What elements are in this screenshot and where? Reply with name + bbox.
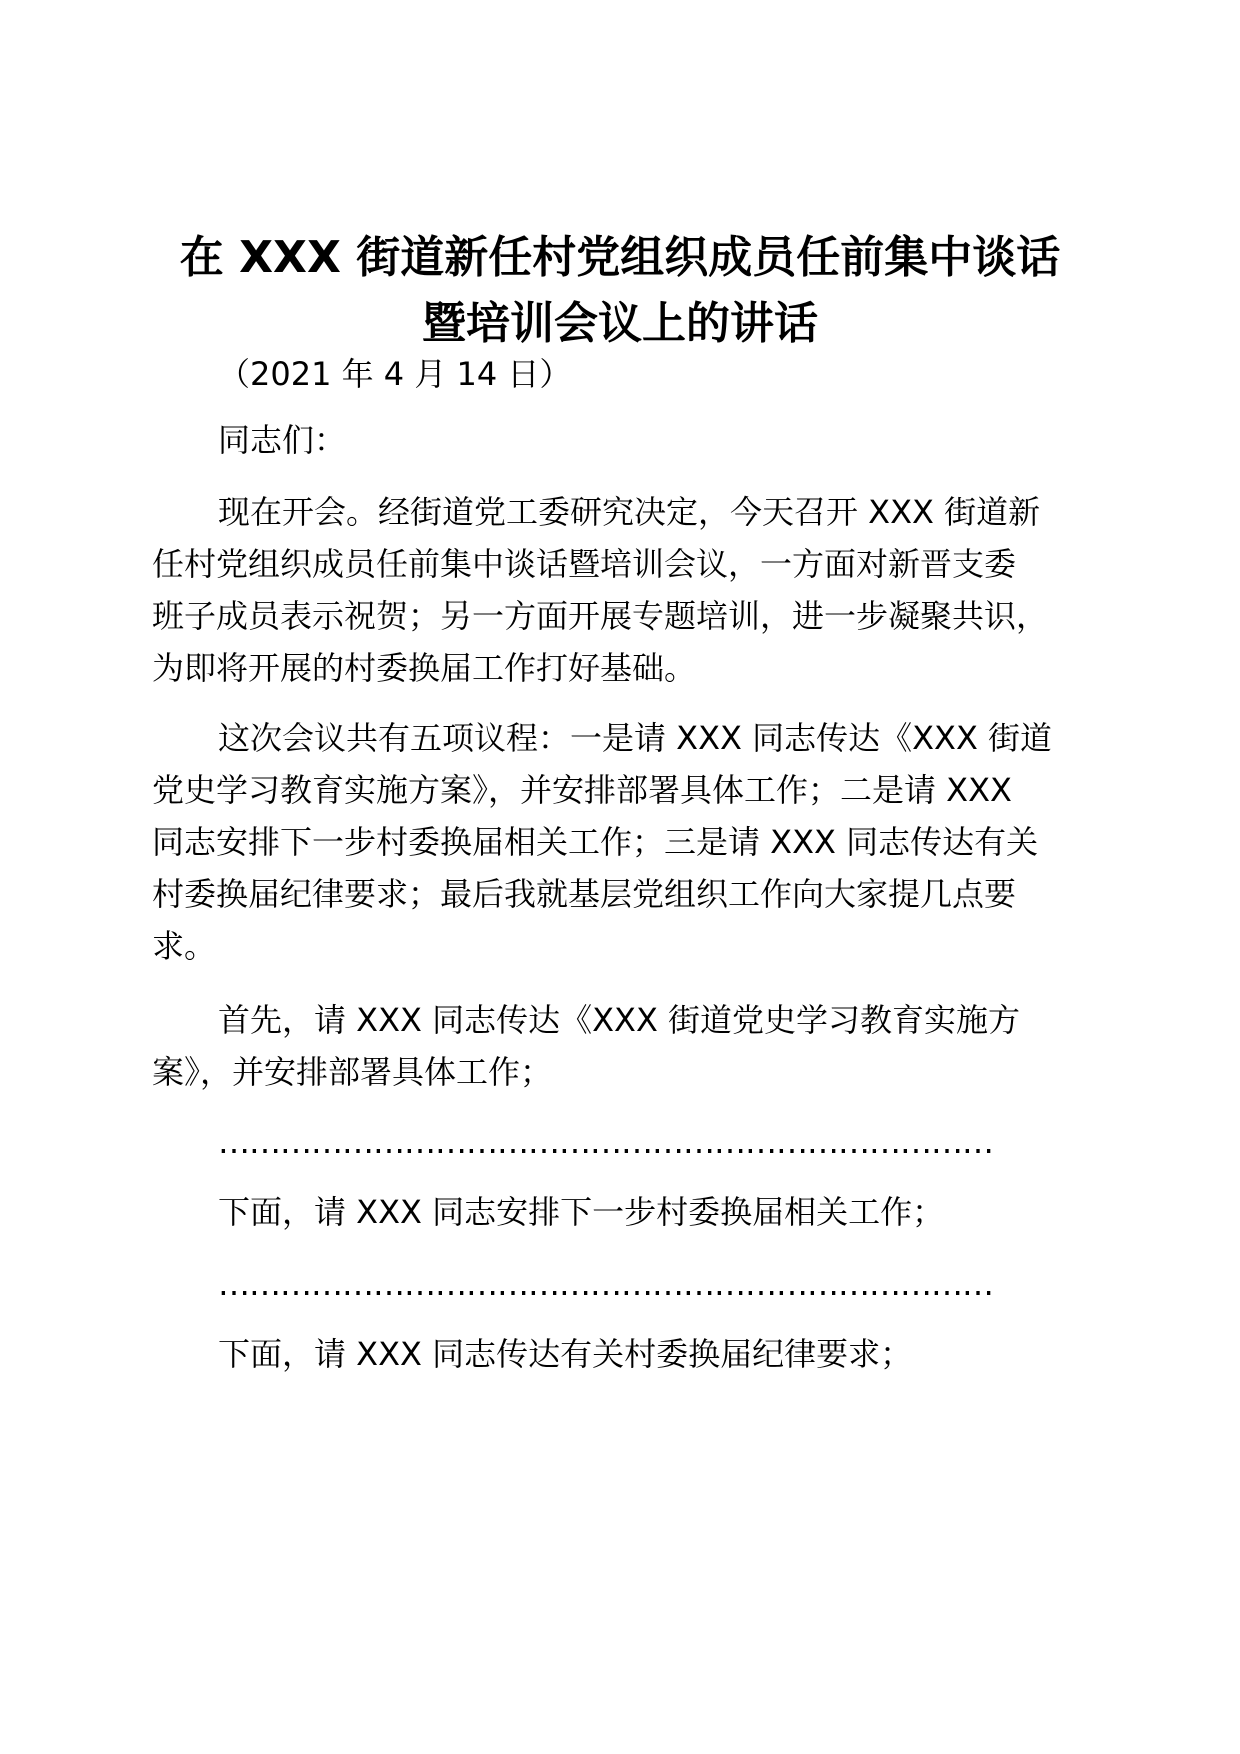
paragraph-1-line-3: 班子成员表示祝贺；另一方面开展专题培训，进一步凝聚共识， bbox=[152, 597, 1049, 635]
paragraph-2-line-2: 党史学习教育实施方案》，并安排部署具体工作；二是请 XXX bbox=[152, 771, 1012, 809]
ellipsis-separator-1: ………………………………………………………………… bbox=[218, 1123, 993, 1161]
salutation: 同志们： bbox=[218, 421, 347, 459]
paragraph-3-line-1: 首先，请 XXX 同志传达《XXX 街道党史学习教育实施方 bbox=[218, 1001, 1021, 1039]
paragraph-2-line-4: 村委换届纪律要求；最后我就基层党组织工作向大家提几点要 bbox=[152, 875, 1017, 913]
paragraph-4: 下面，请 XXX 同志安排下一步村委换届相关工作； bbox=[218, 1193, 945, 1231]
paragraph-5: 下面，请 XXX 同志传达有关村委换届纪律要求； bbox=[218, 1335, 913, 1373]
paragraph-2-line-5: 求。 bbox=[152, 927, 217, 965]
document-title-line-2: 暨培训会议上的讲话 bbox=[422, 298, 818, 349]
document-title-line-1: 在 XXX 街道新任村党组织成员任前集中谈话 bbox=[179, 232, 1061, 283]
paragraph-1-line-4: 为即将开展的村委换届工作打好基础。 bbox=[152, 649, 697, 687]
paragraph-2-line-1: 这次会议共有五项议程：一是请 XXX 同志传达《XXX 街道 bbox=[218, 719, 1053, 757]
paragraph-2-line-3: 同志安排下一步村委换届相关工作；三是请 XXX 同志传达有关 bbox=[152, 823, 1039, 861]
paragraph-3-line-2: 案》，并安排部署具体工作； bbox=[152, 1053, 553, 1091]
date-line: （2021 年 4 月 14 日） bbox=[218, 355, 572, 393]
ellipsis-separator-2: ………………………………………………………………… bbox=[218, 1265, 993, 1303]
paragraph-1-line-1: 现在开会。经街道党工委研究决定，今天召开 XXX 街道新 bbox=[218, 493, 1041, 531]
paragraph-1-line-2: 任村党组织成员任前集中谈话暨培训会议，一方面对新晋支委 bbox=[152, 545, 1017, 583]
